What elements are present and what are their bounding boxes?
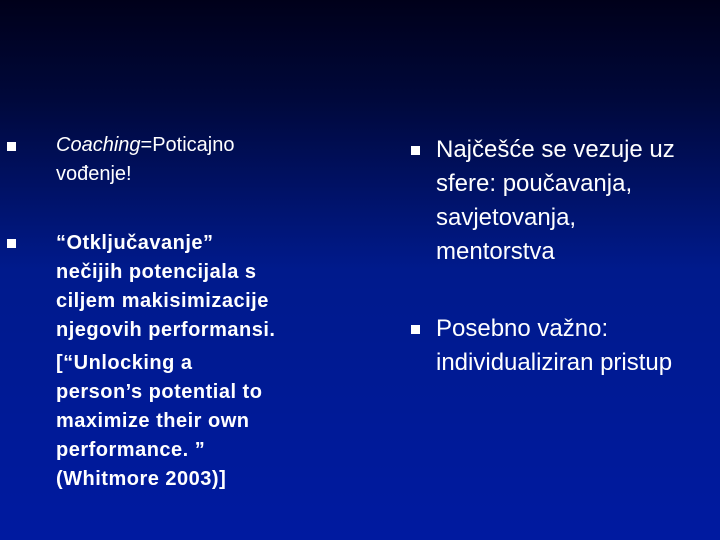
quote-line: [“Unlocking a <box>56 352 193 374</box>
bullet-square-icon <box>7 239 16 248</box>
bullet-square-icon <box>7 142 16 151</box>
spheres-line: Najčešće se vezuje uz <box>436 136 675 163</box>
bullet-square-icon <box>411 325 420 334</box>
spheres-text <box>436 133 720 269</box>
quote-line: maximize their own <box>56 410 250 432</box>
coaching-definition-line2: vođenje! <box>56 163 132 185</box>
unlocking-line: nečijih potencijala s <box>56 261 257 283</box>
unlocking-line: njegovih performansi. <box>56 319 276 341</box>
spheres-line: mentorstva <box>436 238 555 265</box>
quote-line: (Whitmore 2003)] <box>56 468 227 490</box>
unlocking-line: “Otključavanje” <box>56 232 214 254</box>
quote-line: person’s potential to <box>56 381 263 403</box>
coaching-definition-rest: =Poticajno <box>140 134 235 156</box>
individual-approach-text <box>436 312 720 380</box>
whitmore-quote <box>56 349 326 494</box>
coaching-term: Coaching <box>56 134 141 156</box>
unlocking-line: ciljem makisimizacije <box>56 290 269 312</box>
coaching-definition <box>56 131 326 189</box>
unlocking-definition <box>56 229 326 494</box>
individual-approach-line: Posebno važno: <box>436 315 609 342</box>
individual-approach-line: individualiziran pristup <box>436 349 673 376</box>
spheres-line: sfere: poučavanja, <box>436 170 633 197</box>
bullet-square-icon <box>411 146 420 155</box>
quote-line: performance. ” <box>56 439 206 461</box>
spheres-line: savjetovanja, <box>436 204 577 231</box>
coaching-definition-line1 <box>56 131 326 160</box>
